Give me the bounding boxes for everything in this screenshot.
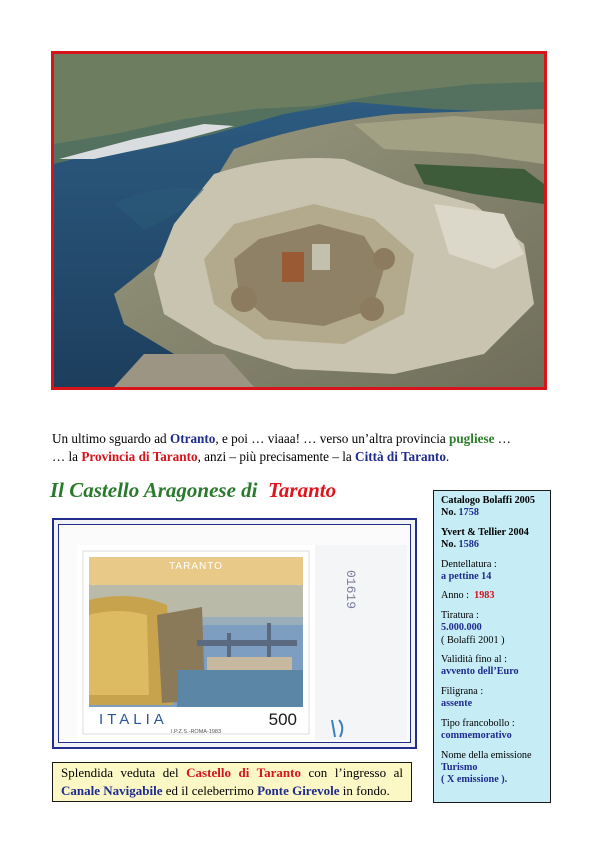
intro-text [52,430,552,466]
stamp-caption [52,762,412,802]
watermark-label: Filigrana : [441,685,484,697]
intro-text-span: … la [52,449,82,464]
year-value: 1983 [474,590,495,602]
catalog-bolaffi-number: 1758 [458,507,479,519]
caption-text: ed il celeberrimo [162,783,258,798]
issue-number: ( X emissione ). [441,774,508,786]
validity-value: avvento dell’Euro [441,666,519,678]
caption-text: con l’ingresso al [300,765,404,780]
stamp-drawing [77,545,407,740]
title-place: Taranto [268,478,337,502]
validity-label: Validità fino al : [441,654,507,666]
otranto-aerial-photo [51,51,547,390]
stamp-type [441,718,543,743]
issue-name-value: Turismo [441,761,478,773]
stamp-type-label: Tipo francobollo : [441,717,515,729]
issue-name [441,750,543,787]
print-run-source: ( Bolaffi 2001 ) [441,634,505,646]
issue-name-label: Nome della emissione [441,749,532,761]
print-run-value: 5.000.000 [441,622,482,634]
stamp [77,545,358,735]
catalog-yvert-number: 1586 [458,539,479,551]
intro-line-2 [52,448,552,466]
title-prefix: Il Castello Aragonese di [50,478,258,502]
stamp-value: 500 [268,710,297,729]
catalog-bolaffi-no-label: No. [441,507,459,519]
provincia-highlight: Provincia di Taranto [81,449,198,464]
intro-text-span: , e poi … viaaa! … verso un’altra provincia [215,431,450,446]
stamp-country: ITALIA [99,711,168,728]
watermark-value: assente [441,698,473,710]
caption-castello: Castello di Taranto [186,765,301,780]
stamp-name: TARANTO [169,561,223,572]
intro-text-span: . [445,449,450,464]
catalog-yvert-label: Yvert & Tellier 2004 [441,526,529,538]
catalog-bolaffi [441,495,543,520]
year [441,590,543,602]
margin-number: 01619 [343,570,358,610]
catalog-yvert-no-label: No. [441,539,459,551]
catalog-yvert [441,527,543,552]
otranto-highlight: Otranto [169,431,216,446]
perforation-label: Dentellatura : [441,558,497,570]
aerial-photo-drawing [54,54,544,387]
caption-ponte: Ponte Girevole [257,783,340,798]
print-run [441,610,543,647]
perforation [441,559,543,584]
catalog-bolaffi-label: Catalogo Bolaffi 2005 [441,495,535,506]
intro-text-span: … [494,431,511,446]
stamp-type-value: commemorativo [441,730,512,742]
caption-text: in fondo. [339,783,390,798]
print-run-label: Tiratura : [441,609,479,621]
intro-line-1 [52,430,552,448]
citta-highlight: Città di Taranto [355,449,446,464]
intro-text-span: , anzi – più precisamente – la [197,449,356,464]
watermark [441,686,543,711]
caption-canale: Canale Navigabile [61,783,163,798]
validity [441,654,543,679]
stamp-sheet [52,518,417,749]
pugliese-highlight: pugliese [449,431,495,446]
stamp-info-panel [433,490,551,803]
stamp-sheet-inner [58,524,411,743]
intro-text-span: Un ultimo sguardo ad [52,431,170,446]
caption-text: Splendida veduta del [61,765,187,780]
stamp-printer: I.P.Z.S.-ROMA-1983 [170,729,222,735]
section-title [50,478,336,503]
year-label: Anno : [441,590,472,602]
perforation-value: a pettine 14 [441,571,492,583]
